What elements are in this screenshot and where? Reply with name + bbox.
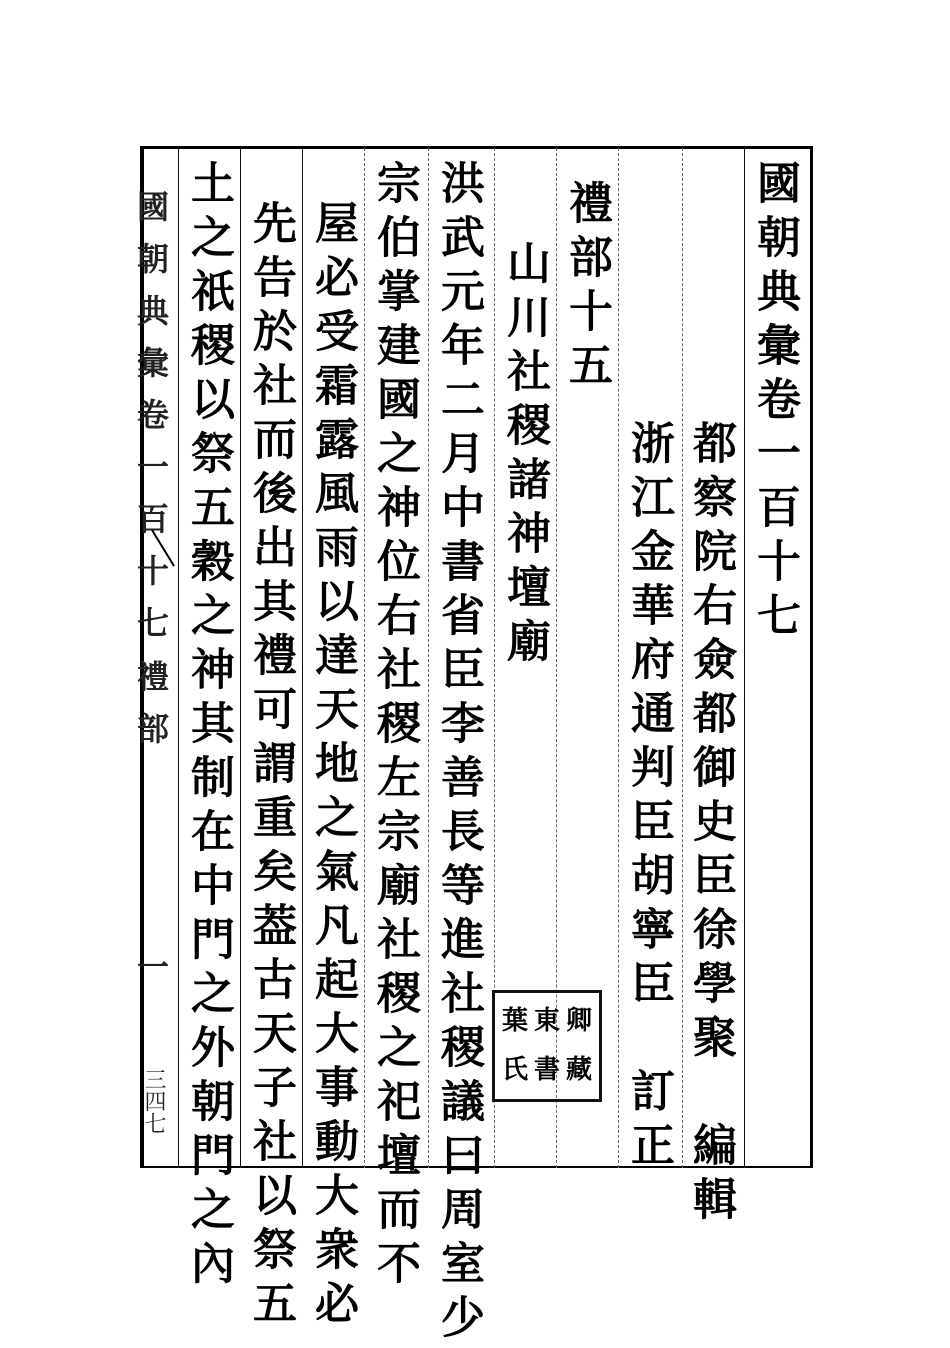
body-column-2: 宗伯掌建國之神位右社稷左宗廟社稷之祀壇而不 xyxy=(369,160,420,1294)
frame-right-border xyxy=(810,146,813,1168)
seal-char: 東 xyxy=(533,1006,560,1036)
column-rule xyxy=(744,148,745,1168)
column-rule xyxy=(682,148,683,1168)
editor-line: 浙江金華府通判臣胡寧臣 訂正 xyxy=(623,420,674,1176)
section-heading: 禮部十五 xyxy=(561,180,612,396)
body-column-1: 洪武元年二月中書省臣李善長等進社稷議曰周室少 xyxy=(433,160,484,1348)
column-rule xyxy=(618,148,619,1168)
body-column-4: 先告於社而後出其禮可謂重矣葢古天子社以祭五 xyxy=(245,200,296,1334)
seal-char: 藏 xyxy=(565,1055,592,1085)
compiler-line: 都察院右僉都御史臣徐學聚 編輯 xyxy=(685,420,736,1230)
column-rule xyxy=(240,148,241,1168)
column-rule xyxy=(178,148,179,1168)
seal-char: 氏 xyxy=(501,1055,528,1085)
column-rule xyxy=(302,148,303,1168)
margin-book-title: 國朝典彙卷一百十七 xyxy=(132,190,170,658)
seal-char: 書 xyxy=(533,1055,560,1085)
margin-section: 禮部 xyxy=(132,660,170,764)
seal-char: 卿 xyxy=(565,1006,592,1036)
body-column-3: 屋必受霜露風雨以達天地之氣凡起大事動大衆必 xyxy=(307,200,358,1334)
subsection-heading: 山川社稷諸神壇廟 xyxy=(499,240,550,672)
column-rule xyxy=(364,148,365,1168)
body-column-5: 土之祇稷以祭五穀之神其制在中門之外朝門之內 xyxy=(183,160,234,1294)
fishtail-mark-icon xyxy=(150,528,176,568)
seal-char: 葉 xyxy=(501,1006,528,1036)
margin-leaf-number: 一 xyxy=(132,950,170,1002)
collector-seal xyxy=(492,990,602,1102)
margin-folio-number: 三四七 xyxy=(141,1068,166,1134)
volume-title: 國朝典彙卷一百十七 xyxy=(749,160,800,646)
column-rule xyxy=(428,148,429,1168)
